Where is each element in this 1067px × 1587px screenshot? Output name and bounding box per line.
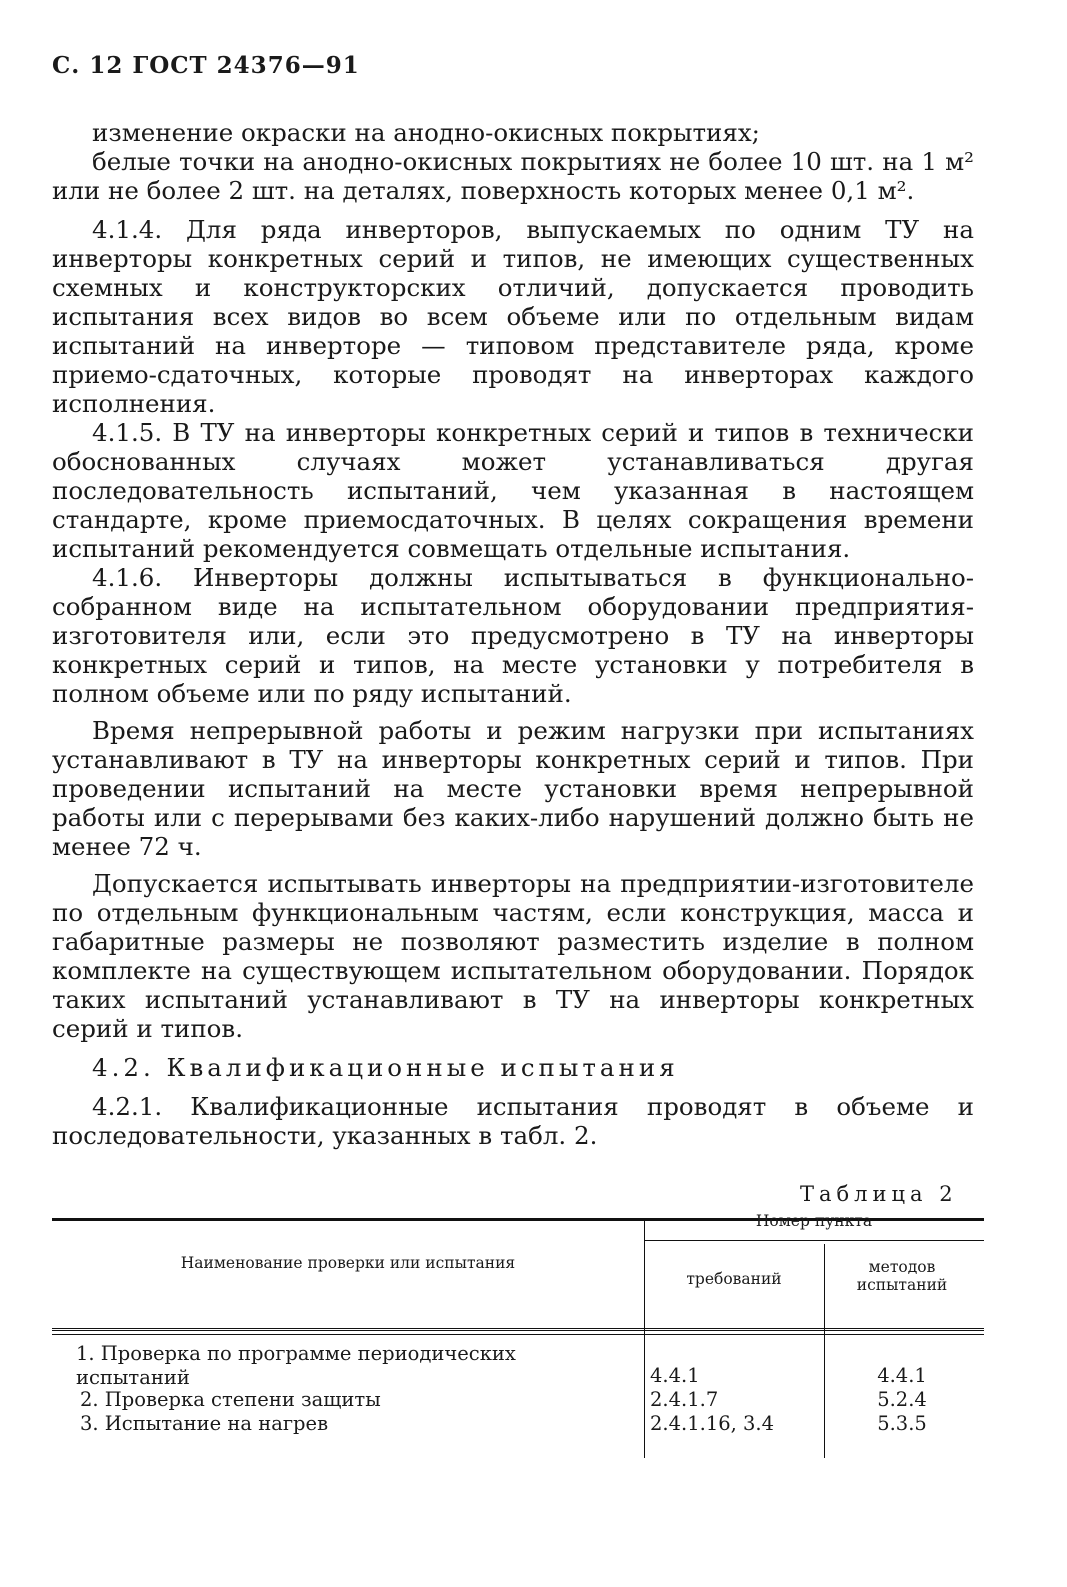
page-header: С. 12 ГОСТ 24376—91 bbox=[52, 52, 360, 79]
paragraph: 4.2.1. Квалификационные испытания проводят в объеме и последовательности, указанных в табл. 2. bbox=[52, 1092, 974, 1150]
table-subheader-rule bbox=[644, 1240, 984, 1241]
paragraph: 4.1.4. Для ряда инверторов, выпускаемых по одним ТУ на инверторы конкретных серий и типов, не имеющих существенных схемных и конструкторских отличий, допускается проводить испытания всех видов во всем объеме или по отдельным видам испытаний на инверторе — типовом представителе ряда, кроме приемо-сдаточных, которые проводят на инверторах каждого исполнения. bbox=[52, 215, 974, 418]
table-cell-req: 4.4.1 bbox=[650, 1364, 700, 1387]
table-header-group: Номер пункта bbox=[755, 1212, 873, 1230]
table-cell-name: 2. Проверка степени защиты bbox=[80, 1388, 381, 1411]
table-column-divider bbox=[824, 1244, 825, 1458]
table-header-name: Наименование проверки или испытания bbox=[180, 1254, 516, 1272]
table-row bbox=[80, 1388, 630, 1412]
body-text bbox=[52, 118, 974, 1150]
table-cell-req: 2.4.1.7 bbox=[650, 1388, 719, 1411]
table-row bbox=[76, 1342, 626, 1390]
paragraph: белые точки на анодно-окисных покрытиях не более 10 шт. на 1 м² или не более 2 шт. на деталях, поверхность которых менее 0,1 м². bbox=[52, 147, 974, 205]
table-cell-methods: 4.4.1 bbox=[877, 1364, 927, 1387]
section-title: 4.2. Квалификационные испытания bbox=[92, 1053, 679, 1082]
table-header-rule bbox=[52, 1328, 984, 1335]
paragraph: Время непрерывной работы и режим нагрузки при испытаниях устанавливают в ТУ на инверторы конкретных серий и типов. При проведении испытаний на месте установки время непрерывной работы или с перерывами без каких-либо нарушений должно быть не менее 72 ч. bbox=[52, 716, 974, 861]
paragraph: 4.1.5. В ТУ на инверторы конкретных серий и типов в технически обоснованных случаях может устанавливаться другая последовательность испытаний, чем указанная в настоящем стандарте, кроме приемосдаточных. В целях сокращения времени испытаний рекомендуется совмещать отдельные испытания. bbox=[52, 418, 974, 563]
table-cell-methods: 5.2.4 bbox=[877, 1388, 927, 1411]
paragraph: Допускается испытывать инверторы на предприятии-изготовителе по отдельным функциональным частям, если конструкция, масса и габаритные размеры не позволяют разместить изделие в полном комплекте на существующем испытательном оборудовании. Порядок таких испытаний устанавливают в ТУ на инверторы конкретных серий и типов. bbox=[52, 869, 974, 1043]
paragraph: изменение окраски на анодно-окисных покрытиях; bbox=[92, 118, 760, 147]
table-caption: Таблица 2 bbox=[800, 1182, 958, 1206]
table-cell-name: 3. Испытание на нагрев bbox=[80, 1412, 329, 1435]
paragraph: 4.1.6. Инверторы должны испытываться в функционально-собранном виде на испытательном оборудовании предприятия-изготовителя или, если это предусмотрено в ТУ на инверторы конкретных серий и типов, на месте установки у потребителя в полном объеме или по ряду испытаний. bbox=[52, 563, 974, 708]
table-cell-name: 1. Проверка по программе периодических испытаний bbox=[76, 1342, 516, 1389]
table-header-methods: методов испытаний bbox=[856, 1258, 948, 1294]
table-column-divider bbox=[644, 1218, 645, 1458]
table-row bbox=[80, 1412, 630, 1436]
table-header-requirements: требований bbox=[686, 1270, 782, 1288]
table-cell-methods: 5.3.5 bbox=[877, 1412, 927, 1435]
table-cell-req: 2.4.1.16, 3.4 bbox=[650, 1412, 775, 1435]
